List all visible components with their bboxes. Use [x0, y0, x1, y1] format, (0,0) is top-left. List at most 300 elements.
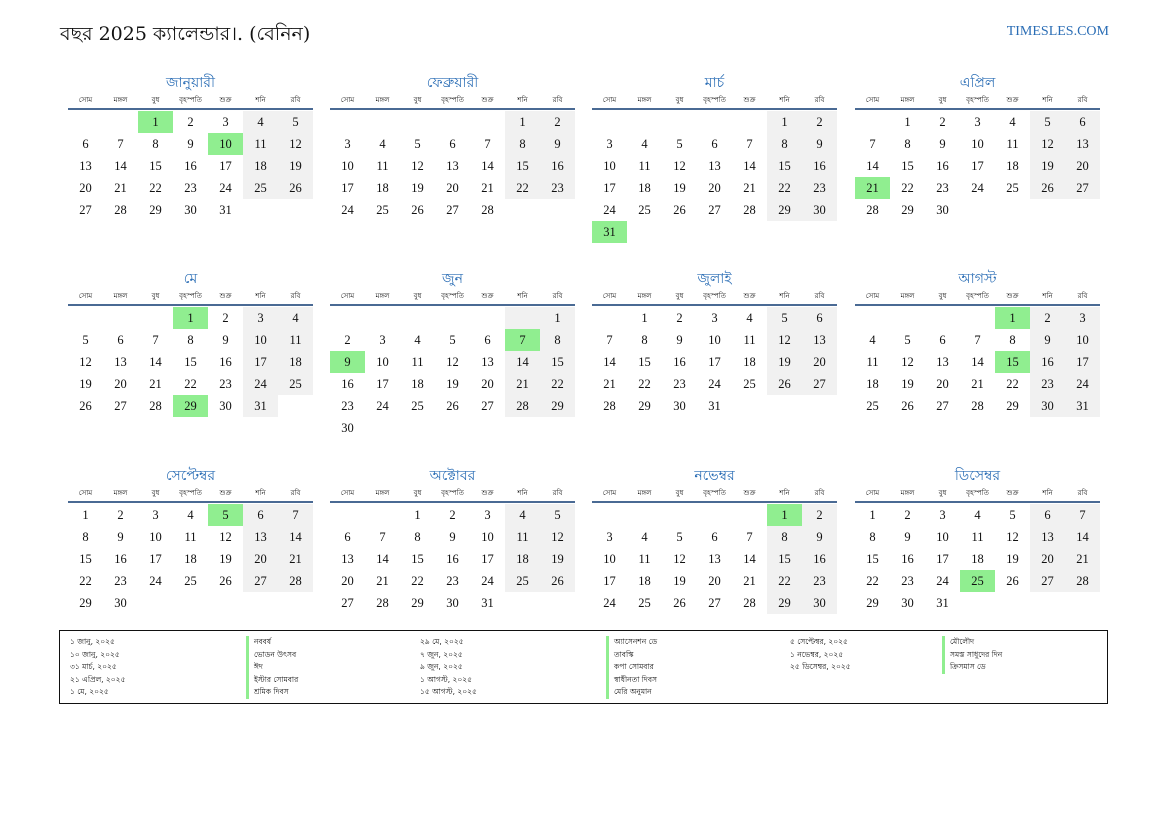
- weekday-label: শুক্র: [743, 489, 756, 497]
- day-cell: 30: [1030, 395, 1065, 417]
- day-cell: 21: [481, 181, 494, 195]
- day-cell: 23: [540, 177, 575, 199]
- day-cell: 10: [603, 159, 616, 173]
- day-cell: 3: [379, 333, 386, 347]
- day-cell: 16: [936, 159, 949, 173]
- empty-cell: [1030, 592, 1065, 614]
- day-cell: 26: [278, 177, 313, 199]
- legend-holiday-name: ভোডন উৎসব: [246, 649, 298, 662]
- legend-dates-col-2: [420, 636, 477, 699]
- day-grid: [855, 307, 1100, 417]
- empty-cell: [330, 111, 365, 133]
- day-cell: 29: [149, 203, 162, 217]
- day-cell: 2: [344, 333, 351, 347]
- day-cell: 23: [802, 177, 837, 199]
- day-cell: 29: [866, 596, 879, 610]
- empty-cell: [330, 504, 365, 526]
- site-link[interactable]: TIMESLES.COM: [1006, 24, 1109, 39]
- day-cell: 13: [936, 355, 949, 369]
- empty-cell: [103, 307, 138, 329]
- month-calendar: [855, 72, 1100, 221]
- day-cell: 4: [278, 307, 313, 329]
- day-cell: 5: [278, 111, 313, 133]
- day-cell: 20: [1065, 155, 1100, 177]
- weekday-label: শুক্র: [481, 96, 494, 104]
- day-cell: 17: [149, 552, 162, 566]
- day-cell: 23: [184, 181, 197, 195]
- empty-cell: [243, 199, 278, 221]
- day-cell: 12: [79, 355, 92, 369]
- day-cell: 10: [149, 530, 162, 544]
- day-cell: 22: [767, 177, 802, 199]
- day-cell: 1: [904, 115, 911, 129]
- day-cell: 11: [411, 355, 424, 369]
- empty-cell: [278, 395, 313, 417]
- day-cell: 30: [936, 203, 949, 217]
- weekday-label: মঙ্গল: [900, 292, 915, 300]
- day-cell: 7: [484, 137, 491, 151]
- day-cell: 9: [330, 351, 365, 373]
- empty-cell: [925, 307, 960, 329]
- weekday-label: মঙ্গল: [113, 96, 128, 104]
- day-cell: 16: [1030, 351, 1065, 373]
- weekday-label: বুধ: [675, 489, 684, 497]
- day-cell: 25: [184, 574, 197, 588]
- day-cell: 9: [676, 333, 683, 347]
- month-calendar: [855, 268, 1100, 417]
- day-cell: 17: [341, 181, 354, 195]
- day-cell: 2: [904, 508, 911, 522]
- day-cell: 7: [746, 137, 753, 151]
- day-cell: 7: [606, 333, 613, 347]
- day-cell: 18: [638, 574, 651, 588]
- day-cell: 19: [767, 351, 802, 373]
- day-cell: 8: [767, 133, 802, 155]
- empty-cell: [365, 417, 400, 439]
- empty-cell: [732, 395, 767, 417]
- day-cell: 26: [1006, 574, 1019, 588]
- day-cell: 29: [173, 395, 208, 417]
- day-cell: 26: [1030, 177, 1065, 199]
- day-cell: 19: [673, 574, 686, 588]
- day-cell: 22: [79, 574, 92, 588]
- month-name: জানুয়ারী: [166, 75, 215, 91]
- weekday-label: রবি: [290, 292, 301, 300]
- day-cell: 27: [446, 203, 459, 217]
- day-cell: 16: [802, 548, 837, 570]
- day-cell: 23: [1030, 373, 1065, 395]
- day-cell: 8: [641, 333, 648, 347]
- day-cell: 24: [936, 574, 949, 588]
- day-cell: 11: [278, 329, 313, 351]
- empty-cell: [435, 307, 470, 329]
- day-grid: [68, 307, 313, 417]
- weekday-label: বুধ: [151, 489, 160, 497]
- day-cell: 14: [376, 552, 389, 566]
- day-cell: 12: [1030, 133, 1065, 155]
- weekday-label: শনি: [1042, 96, 1053, 104]
- empty-cell: [802, 221, 837, 243]
- empty-cell: [960, 307, 995, 329]
- month-calendar: [330, 268, 575, 439]
- legend-holiday-name: শ্রমিক দিবস: [246, 686, 298, 699]
- empty-cell: [662, 111, 697, 133]
- day-cell: 16: [446, 552, 459, 566]
- day-cell: 6: [449, 137, 456, 151]
- empty-cell: [138, 307, 173, 329]
- day-cell: 14: [278, 526, 313, 548]
- day-cell: 13: [1030, 526, 1065, 548]
- day-cell: 30: [673, 399, 686, 413]
- day-cell: 31: [592, 221, 627, 243]
- day-cell: 2: [802, 504, 837, 526]
- legend-holiday-name: তাবস্কি: [606, 649, 657, 662]
- day-cell: 13: [243, 526, 278, 548]
- day-cell: 23: [219, 377, 232, 391]
- day-cell: 19: [1030, 155, 1065, 177]
- day-cell: 24: [149, 574, 162, 588]
- day-cell: 17: [603, 181, 616, 195]
- day-cell: 15: [505, 155, 540, 177]
- legend-holiday-name: ক্রিসমাস ডে: [942, 661, 1002, 674]
- month-calendar: [330, 465, 575, 614]
- day-cell: 1: [173, 307, 208, 329]
- day-cell: 14: [866, 159, 879, 173]
- day-cell: 20: [802, 351, 837, 373]
- day-cell: 8: [869, 530, 876, 544]
- day-cell: 21: [1065, 548, 1100, 570]
- day-cell: 19: [79, 377, 92, 391]
- day-cell: 4: [243, 111, 278, 133]
- day-cell: 28: [971, 399, 984, 413]
- legend-holiday-name: মেরি অনুমান: [606, 686, 657, 699]
- day-cell: 31: [243, 395, 278, 417]
- weekday-label: বৃহস্পতি: [441, 489, 464, 497]
- weekday-label: বুধ: [938, 489, 947, 497]
- day-cell: 3: [974, 115, 981, 129]
- empty-cell: [435, 111, 470, 133]
- empty-cell: [662, 504, 697, 526]
- empty-cell: [627, 504, 662, 526]
- day-cell: 20: [708, 574, 721, 588]
- day-cell: 29: [901, 203, 914, 217]
- day-cell: 4: [379, 137, 386, 151]
- day-cell: 13: [114, 355, 127, 369]
- legend-date: ১৫ আগস্ট, ২০২৫: [420, 687, 477, 696]
- day-cell: 25: [1006, 181, 1019, 195]
- month-name: অক্টোবর: [429, 468, 476, 484]
- day-cell: 2: [222, 311, 229, 325]
- day-cell: 8: [414, 530, 421, 544]
- weekday-label: বৃহস্পতি: [179, 292, 202, 300]
- day-cell: 30: [802, 199, 837, 221]
- weekday-header: [330, 94, 575, 110]
- day-cell: 15: [149, 159, 162, 173]
- legend-date: ১ জানু, ২০২৫: [70, 637, 115, 646]
- empty-cell: [627, 221, 662, 243]
- day-cell: 23: [802, 570, 837, 592]
- day-cell: 9: [187, 137, 194, 151]
- day-cell: 9: [939, 137, 946, 151]
- legend-date: ২১ এপ্রিল, ২০২৫: [70, 674, 126, 684]
- month-name: ফেব্রুয়ারী: [426, 75, 479, 91]
- empty-cell: [278, 592, 313, 614]
- day-cell: 1: [505, 111, 540, 133]
- day-cell: 14: [114, 159, 127, 173]
- weekday-label: শনি: [517, 96, 528, 104]
- day-cell: 26: [79, 399, 92, 413]
- weekday-label: বৃহস্পতি: [966, 489, 989, 497]
- day-cell: 1: [767, 111, 802, 133]
- weekday-label: বুধ: [938, 292, 947, 300]
- day-cell: 16: [802, 155, 837, 177]
- weekday-label: বুধ: [413, 96, 422, 104]
- day-cell: 28: [505, 395, 540, 417]
- day-cell: 21: [743, 181, 756, 195]
- weekday-header: [330, 487, 575, 503]
- legend-holiday-name: অ্যাসেনশন ডে: [606, 636, 657, 649]
- day-cell: 13: [708, 552, 721, 566]
- day-cell: 30: [114, 596, 127, 610]
- day-cell: 24: [1065, 373, 1100, 395]
- month-calendar: [68, 465, 313, 614]
- day-cell: 8: [505, 133, 540, 155]
- weekday-label: শুক্র: [219, 489, 232, 497]
- day-cell: 13: [1065, 133, 1100, 155]
- weekday-label: বৃহস্পতি: [703, 292, 726, 300]
- day-cell: 27: [1030, 570, 1065, 592]
- empty-cell: [1065, 592, 1100, 614]
- empty-cell: [995, 199, 1030, 221]
- day-cell: 5: [676, 137, 683, 151]
- day-cell: 25: [638, 596, 651, 610]
- empty-cell: [505, 199, 540, 221]
- day-cell: 17: [603, 574, 616, 588]
- day-cell: 27: [1065, 177, 1100, 199]
- day-cell: 29: [79, 596, 92, 610]
- day-cell: 12: [767, 329, 802, 351]
- empty-cell: [697, 221, 732, 243]
- day-cell: 11: [1006, 137, 1019, 151]
- weekday-label: শনি: [779, 489, 790, 497]
- day-cell: 4: [641, 530, 648, 544]
- day-cell: 29: [638, 399, 651, 413]
- month-calendar: [68, 72, 313, 221]
- day-cell: 13: [341, 552, 354, 566]
- day-cell: 14: [505, 351, 540, 373]
- day-cell: 13: [446, 159, 459, 173]
- day-cell: 21: [971, 377, 984, 391]
- day-cell: 13: [79, 159, 92, 173]
- day-cell: 8: [1009, 333, 1016, 347]
- day-cell: 14: [743, 552, 756, 566]
- month-calendar: [330, 72, 575, 221]
- day-cell: 11: [866, 355, 879, 369]
- empty-cell: [1065, 199, 1100, 221]
- day-cell: 24: [341, 203, 354, 217]
- day-cell: 7: [746, 530, 753, 544]
- empty-cell: [505, 592, 540, 614]
- weekday-label: সোম: [78, 292, 93, 300]
- weekday-label: রবি: [290, 489, 301, 497]
- day-cell: 23: [901, 574, 914, 588]
- legend-dates-col-1: [70, 636, 125, 699]
- day-cell: 2: [540, 111, 575, 133]
- weekday-label: শুক্র: [219, 292, 232, 300]
- day-cell: 31: [708, 399, 721, 413]
- month-name: সেপ্টেম্বর: [165, 468, 216, 484]
- day-cell: 25: [376, 203, 389, 217]
- day-cell: 8: [540, 329, 575, 351]
- day-cell: 4: [414, 333, 421, 347]
- day-cell: 22: [901, 181, 914, 195]
- day-cell: 3: [484, 508, 491, 522]
- day-cell: 6: [939, 333, 946, 347]
- day-cell: 14: [971, 355, 984, 369]
- day-cell: 12: [446, 355, 459, 369]
- empty-cell: [592, 111, 627, 133]
- day-cell: 12: [901, 355, 914, 369]
- empty-cell: [470, 417, 505, 439]
- day-cell: 27: [243, 570, 278, 592]
- weekday-label: বৃহস্পতি: [441, 292, 464, 300]
- day-cell: 5: [208, 504, 243, 526]
- empty-cell: [435, 417, 470, 439]
- day-cell: 22: [411, 574, 424, 588]
- day-cell: 16: [341, 377, 354, 391]
- empty-cell: [365, 307, 400, 329]
- day-cell: 18: [505, 548, 540, 570]
- weekday-label: বুধ: [675, 292, 684, 300]
- day-cell: 10: [208, 133, 243, 155]
- day-cell: 18: [278, 351, 313, 373]
- month-calendar: [855, 465, 1100, 614]
- page-title: বছর 2025 ক্যালেন্ডার।. (বেনিন): [60, 23, 311, 45]
- day-cell: 28: [603, 399, 616, 413]
- day-cell: 15: [540, 351, 575, 373]
- day-cell: 5: [676, 530, 683, 544]
- day-cell: 15: [638, 355, 651, 369]
- day-cell: 18: [743, 355, 756, 369]
- empty-cell: [592, 504, 627, 526]
- day-cell: 21: [855, 177, 890, 199]
- day-cell: 18: [243, 155, 278, 177]
- day-cell: 11: [638, 552, 651, 566]
- day-cell: 3: [606, 530, 613, 544]
- day-cell: 16: [184, 159, 197, 173]
- legend-names-col-1: [246, 636, 298, 699]
- day-cell: 31: [1065, 395, 1100, 417]
- day-cell: 29: [540, 395, 575, 417]
- day-cell: 11: [971, 530, 984, 544]
- day-cell: 19: [219, 552, 232, 566]
- month-name: জুন: [442, 271, 463, 287]
- day-cell: 30: [446, 596, 459, 610]
- day-cell: 25: [243, 177, 278, 199]
- day-cell: 1: [414, 508, 421, 522]
- legend-date: ২৫ ডিসেম্বর, ২০২৫: [790, 662, 851, 671]
- day-cell: 17: [243, 351, 278, 373]
- day-cell: 21: [743, 574, 756, 588]
- day-cell: 18: [184, 552, 197, 566]
- weekday-label: রবি: [1077, 96, 1088, 104]
- weekday-label: রবি: [814, 96, 825, 104]
- day-cell: 16: [114, 552, 127, 566]
- day-cell: 9: [802, 133, 837, 155]
- day-cell: 29: [1006, 399, 1019, 413]
- day-cell: 12: [1006, 530, 1019, 544]
- day-cell: 22: [638, 377, 651, 391]
- day-cell: 28: [149, 399, 162, 413]
- day-cell: 19: [540, 548, 575, 570]
- weekday-label: বুধ: [938, 96, 947, 104]
- day-cell: 26: [446, 399, 459, 413]
- empty-cell: [960, 199, 995, 221]
- day-cell: 17: [971, 159, 984, 173]
- day-cell: 23: [341, 399, 354, 413]
- day-cell: 3: [152, 508, 159, 522]
- weekday-label: শনি: [1042, 489, 1053, 497]
- day-cell: 19: [411, 181, 424, 195]
- day-cell: 22: [505, 177, 540, 199]
- day-cell: 22: [149, 181, 162, 195]
- day-cell: 25: [960, 570, 995, 592]
- day-cell: 14: [149, 355, 162, 369]
- day-cell: 25: [411, 399, 424, 413]
- weekday-label: সোম: [602, 489, 617, 497]
- day-cell: 19: [446, 377, 459, 391]
- day-cell: 4: [505, 504, 540, 526]
- day-cell: 8: [82, 530, 89, 544]
- day-cell: 6: [344, 530, 351, 544]
- day-cell: 20: [936, 377, 949, 391]
- legend-dates-col-3: [790, 636, 851, 674]
- day-cell: 10: [341, 159, 354, 173]
- day-cell: 28: [743, 203, 756, 217]
- month-name: নভেম্বর: [694, 468, 735, 484]
- empty-cell: [208, 592, 243, 614]
- day-cell: 15: [184, 355, 197, 369]
- day-cell: 14: [481, 159, 494, 173]
- legend-date: ২৯ মে, ২০২৫: [420, 637, 464, 646]
- day-cell: 25: [638, 203, 651, 217]
- day-cell: 28: [376, 596, 389, 610]
- day-cell: 28: [114, 203, 127, 217]
- month-calendar: [592, 465, 837, 614]
- day-cell: 2: [1030, 307, 1065, 329]
- day-cell: 22: [184, 377, 197, 391]
- day-cell: 3: [711, 311, 718, 325]
- day-cell: 4: [869, 333, 876, 347]
- legend-date: ৫ সেপ্টেম্বর, ২০২৫: [790, 637, 848, 646]
- day-cell: 3: [222, 115, 229, 129]
- weekday-label: বৃহস্পতি: [441, 96, 464, 104]
- day-cell: 31: [936, 596, 949, 610]
- day-cell: 20: [243, 548, 278, 570]
- day-cell: 25: [866, 399, 879, 413]
- day-cell: 2: [449, 508, 456, 522]
- day-grid: [68, 111, 313, 221]
- day-cell: 21: [278, 548, 313, 570]
- day-cell: 30: [341, 421, 354, 435]
- day-cell: 10: [708, 333, 721, 347]
- day-cell: 6: [711, 137, 718, 151]
- day-cell: 4: [746, 311, 753, 325]
- empty-cell: [505, 417, 540, 439]
- day-cell: 29: [411, 596, 424, 610]
- day-cell: 12: [278, 133, 313, 155]
- day-cell: 20: [481, 377, 494, 391]
